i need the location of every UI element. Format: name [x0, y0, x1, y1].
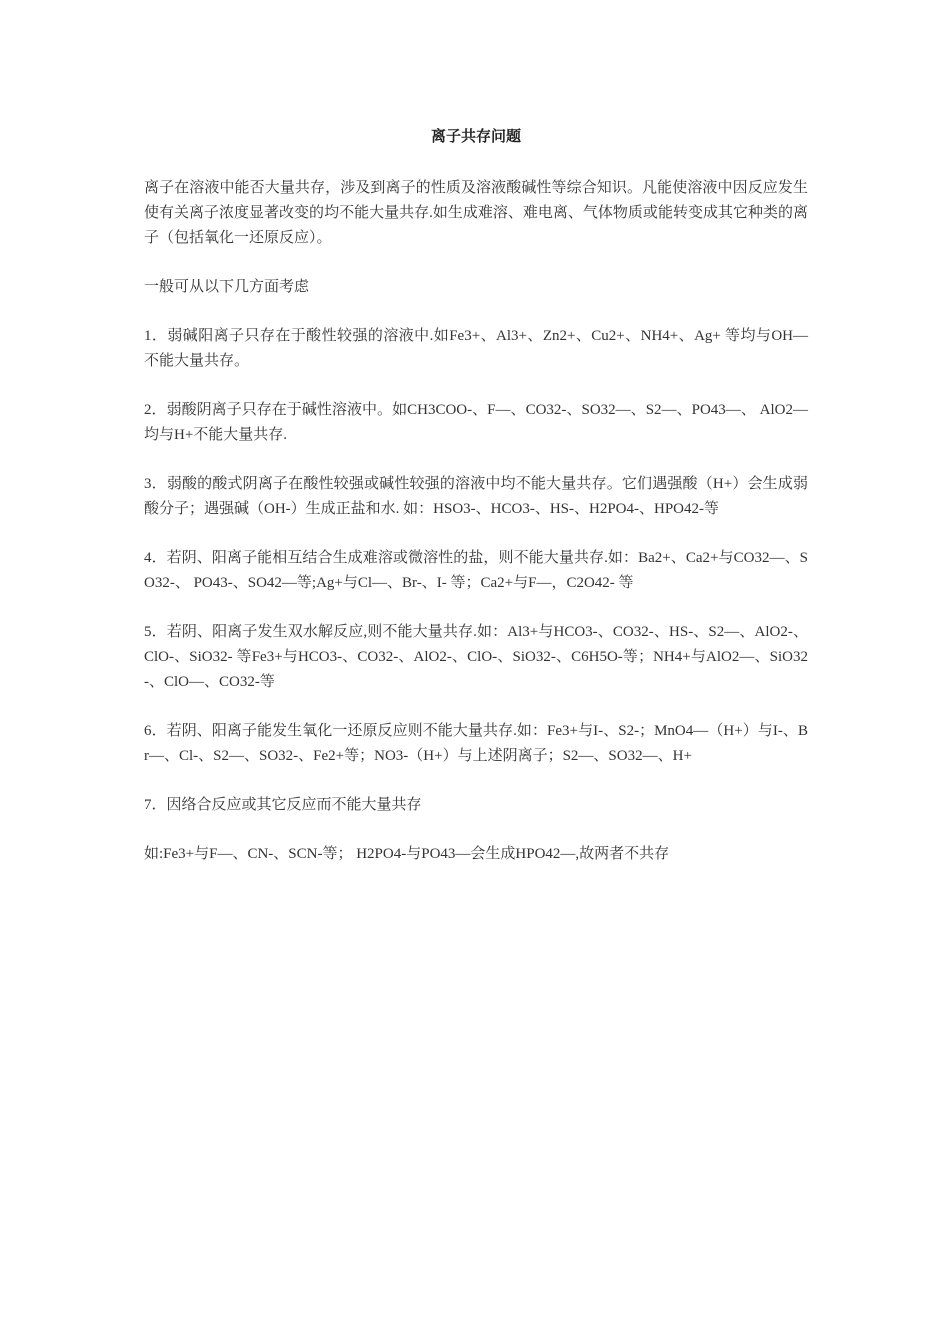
document-title: 离子共存问题	[430, 129, 521, 145]
document-body	[144, 126, 808, 891]
general-paragraph: 一般可从以下几方面考虑	[144, 279, 310, 295]
example-paragraph: 如:Fe3+与F—、CN-、SCN-等； H2PO4-与PO43—会生成HPO42—,故两者不共存	[144, 846, 670, 862]
rule-item-1: 1．弱碱阳离子只存在于酸性较强的溶液中.如Fe3+、Al3+、Zn2+、Cu2+、NH4+、Ag+ 等均与OH—不能大量共存。	[144, 328, 808, 369]
rule-item-4: 4．若阴、阳离子能相互结合生成难溶或微溶性的盐，则不能大量共存.如：Ba2+、Ca2+与CO32—、SO32-、 PO43-、SO42—等;Ag+与Cl—、Br-、I- 等；Ca2+与F—，C2O42- 等	[144, 550, 808, 591]
intro-paragraph: 离子在溶液中能否大量共存，涉及到离子的性质及溶液酸碱性等综合知识。凡能使溶液中因反应发生使有关离子浓度显著改变的均不能大量共存.如生成难溶、难电离、气体物质或能转变成其它种类的离子（包括氧化一还原反应）。	[144, 180, 808, 246]
rule-item-3: 3．弱酸的酸式阴离子在酸性较强或碱性较强的溶液中均不能大量共存。它们遇强酸（H+）会生成弱酸分子；遇强碱（OH-）生成正盐和水. 如：HSO3-、HCO3-、HS-、H2PO4-、HPO42-等	[144, 476, 808, 517]
rule-item-6: 6．若阴、阳离子能发生氧化一还原反应则不能大量共存.如：Fe3+与I-、S2-；MnO4—（H+）与I-、Br—、Cl-、S2—、SO32-、Fe2+等；NO3-（H+）与上述阴离子；S2—、SO32—、H+	[144, 723, 808, 764]
rule-item-7: 7．因络合反应或其它反应而不能大量共存	[144, 797, 422, 813]
rule-item-5: 5．若阴、阳离子发生双水解反应,则不能大量共存.如：Al3+与HCO3-、CO32-、HS-、S2—、AlO2-、ClO-、SiO32- 等Fe3+与HCO3-、CO32-、AlO2-、ClO-、SiO32-、C6H5O-等；NH4+与AlO2—、SiO32-、ClO—、CO32-等	[144, 624, 808, 690]
rule-item-2: 2．弱酸阴离子只存在于碱性溶液中。如CH3COO-、F—、CO32-、SO32—、S2—、PO43—、 AlO2—均与H+不能大量共存.	[144, 402, 808, 443]
